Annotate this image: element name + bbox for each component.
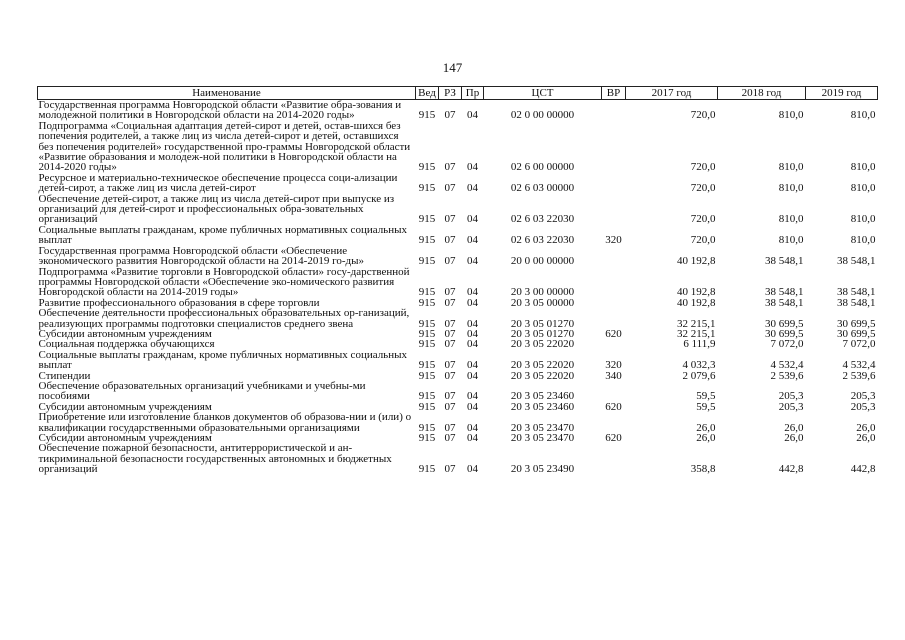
cell-name: Ресурсное и материально-техническое обеспечение процесса соци-ализации детей-сирот, а также лиц из числа детей-сирот — [38, 171, 398, 195]
table-row — [38, 267, 878, 298]
cell-vr — [602, 246, 626, 267]
header-vr: ВР — [602, 87, 626, 100]
cell-2017: 4 032,3 — [682, 359, 716, 372]
header-cst: ЦСТ — [484, 87, 602, 100]
cell-rz: 07 — [444, 463, 456, 476]
cell-ved: 915 — [418, 400, 436, 413]
cell-2018: 30 699,5 — [765, 327, 804, 340]
cell-vr: 620 — [605, 432, 622, 444]
table-row — [38, 246, 878, 267]
cell-2017: 32 215,1 — [677, 327, 716, 340]
cell-name: Подпрограмма «Развитие торговли в Новгородской области» госу-дарственной программы Новгородской области «Обеспечение эко-номического развития Новгородской области на 2014-2019 годы» — [38, 265, 410, 299]
cell-cst: 20 0 00 00000 — [510, 255, 575, 268]
cell-ved: 915 — [418, 421, 436, 434]
cell-name: Приобретение или изготовление бланков документов об образова-нии и (или) о квалификации государственными образовательными организациями — [38, 411, 412, 434]
cell-vr: 320 — [605, 359, 622, 372]
cell-name: Социальные выплаты гражданам, кроме публичных нормативных социальных выплат — [38, 348, 407, 372]
cell-2018: 38 548,1 — [765, 286, 804, 299]
cell-pr: 04 — [467, 296, 478, 309]
header-ved: Вед — [416, 87, 439, 100]
cell-2018: 38 548,1 — [765, 296, 804, 309]
cell-ved: 915 — [418, 109, 436, 122]
cell-ved: 915 — [418, 182, 436, 195]
cell-pr: 04 — [467, 286, 478, 299]
cell-cst: 20 3 05 23460 — [510, 400, 575, 413]
cell-vr — [602, 443, 626, 474]
cell-2017: 32 215,1 — [677, 317, 716, 330]
cell-rz: 07 — [444, 109, 456, 122]
cell-name: Субсидии автономным учреждениям — [38, 432, 212, 444]
cell-pr: 04 — [467, 182, 478, 195]
cell-pr: 04 — [467, 213, 478, 226]
cell-cst: 02 6 00 00000 — [510, 161, 575, 174]
cell-2017: 59,5 — [696, 390, 716, 403]
table-header-row — [38, 87, 878, 100]
cell-pr: 04 — [467, 432, 478, 444]
cell-cst: 02 6 03 00000 — [510, 182, 575, 195]
cell-ved: 915 — [418, 296, 436, 309]
cell-2018: 810,0 — [778, 109, 804, 122]
cell-2018: 7 072,0 — [770, 338, 804, 351]
cell-ved: 915 — [418, 234, 436, 247]
table-row — [38, 173, 878, 194]
cell-2018: 810,0 — [778, 161, 804, 174]
cell-vr: 620 — [605, 400, 622, 413]
cell-2019: 26,0 — [856, 432, 876, 444]
cell-2018: 205,3 — [778, 400, 804, 413]
header-2017: 2017 год — [626, 87, 718, 100]
cell-name: Обеспечение образовательных организаций учебниками и учебны-ми пособиями — [38, 379, 366, 403]
header-name: Наименование — [38, 87, 416, 100]
table-row — [38, 381, 878, 402]
cell-2019: 810,0 — [850, 213, 876, 226]
cell-pr: 04 — [467, 421, 478, 434]
cell-2018: 30 699,5 — [765, 317, 804, 330]
cell-name: Обеспечение детей-сирот, а также лиц из числа детей-сирот при выпуске из организаций для детей-сирот и профессиональных обра-зовательных организаций — [38, 192, 395, 226]
cell-cst: 02 0 00 00000 — [510, 109, 575, 122]
cell-cst: 20 3 05 23470 — [510, 432, 575, 444]
cell-vr — [602, 194, 626, 225]
cell-name: Подпрограмма «Социальная адаптация детей-сирот и детей, остав-шихся без попечения родителей, а также лиц из числа детей-сирот и детей, оставшихся без попечения родителей» государственной про-граммы Новгородской области «Развитие образования и молодеж-ной политики в Новгородской области на 2014-2020 годы» — [38, 119, 411, 174]
cell-2017: 40 192,8 — [677, 286, 716, 299]
cell-cst: 02 6 03 22030 — [510, 213, 575, 226]
cell-vr — [602, 267, 626, 298]
cell-2019: 38 548,1 — [837, 286, 876, 299]
header-pr: Пр — [462, 87, 484, 100]
cell-pr: 04 — [467, 109, 478, 122]
cell-vr: 320 — [605, 234, 622, 247]
cell-name: Субсидии автономным учреждениям — [38, 327, 212, 340]
cell-2019: 38 548,1 — [837, 255, 876, 268]
cell-ved: 915 — [418, 338, 436, 351]
cell-2017: 720,0 — [690, 182, 716, 195]
cell-2017: 40 192,8 — [677, 296, 716, 309]
cell-2018: 4 532,4 — [770, 359, 804, 372]
cell-rz: 07 — [444, 255, 456, 268]
budget-table — [37, 86, 878, 475]
cell-vr — [602, 381, 626, 402]
cell-2019: 30 699,5 — [837, 317, 876, 330]
cell-rz: 07 — [444, 296, 456, 309]
cell-2018: 810,0 — [778, 213, 804, 226]
cell-2017: 40 192,8 — [677, 255, 716, 268]
cell-ved: 915 — [418, 317, 436, 330]
cell-ved: 915 — [418, 390, 436, 403]
cell-pr: 04 — [467, 400, 478, 413]
cell-pr: 04 — [467, 161, 478, 174]
cell-vr — [602, 412, 626, 433]
cell-pr: 04 — [467, 390, 478, 403]
cell-cst: 20 3 05 23470 — [510, 421, 575, 434]
cell-rz: 07 — [444, 182, 456, 195]
cell-cst: 20 3 05 22020 — [510, 338, 575, 351]
table-row — [38, 121, 878, 173]
table-row — [38, 194, 878, 225]
cell-2019: 810,0 — [850, 182, 876, 195]
cell-2019: 810,0 — [850, 234, 876, 247]
cell-ved: 915 — [418, 369, 436, 382]
cell-cst: 20 3 00 00000 — [510, 286, 575, 299]
cell-2019: 2 539,6 — [842, 369, 876, 382]
cell-vr — [602, 308, 626, 329]
cell-name: Социальные выплаты гражданам, кроме публичных нормативных социальных выплат — [38, 223, 407, 247]
table-row — [38, 350, 878, 371]
cell-vr — [602, 121, 626, 173]
cell-2019: 4 532,4 — [842, 359, 876, 372]
cell-rz: 07 — [444, 359, 456, 372]
cell-rz: 07 — [444, 400, 456, 413]
cell-pr: 04 — [467, 317, 478, 330]
cell-name: Обеспечение пожарной безопасности, антитеррористической и ан-тикриминальной безопасности государственных автономных и бюджетных организаций — [38, 442, 392, 476]
cell-2018: 2 539,6 — [770, 369, 804, 382]
cell-2019: 205,3 — [850, 390, 876, 403]
cell-2017: 6 111,9 — [683, 338, 716, 351]
cell-ved: 915 — [418, 161, 436, 174]
cell-2018: 810,0 — [778, 234, 804, 247]
cell-ved: 915 — [418, 327, 436, 340]
cell-rz: 07 — [444, 213, 456, 226]
cell-rz: 07 — [444, 327, 456, 340]
table-row — [38, 412, 878, 433]
cell-2017: 26,0 — [696, 432, 716, 444]
cell-vr — [602, 100, 626, 121]
cell-pr: 04 — [467, 255, 478, 268]
cell-ved: 915 — [418, 286, 436, 299]
table-row — [38, 308, 878, 329]
cell-rz: 07 — [444, 390, 456, 403]
cell-rz: 07 — [444, 369, 456, 382]
cell-vr — [602, 339, 626, 349]
cell-rz: 07 — [444, 421, 456, 434]
cell-2017: 720,0 — [690, 109, 716, 122]
cell-2018: 38 548,1 — [765, 255, 804, 268]
cell-2017: 26,0 — [696, 421, 716, 434]
cell-2017: 720,0 — [690, 213, 716, 226]
cell-name: Государственная программа Новгородской области «Обеспечение экономического развития Новгородской области на 2014-2019 го-ды» — [38, 244, 364, 268]
cell-cst: 20 3 05 22020 — [510, 369, 575, 382]
cell-2019: 7 072,0 — [842, 338, 876, 351]
cell-2018: 205,3 — [778, 390, 804, 403]
cell-name: Субсидии автономным учреждениям — [38, 400, 212, 413]
cell-2017: 720,0 — [690, 234, 716, 247]
cell-ved: 915 — [418, 463, 436, 476]
cell-2019: 26,0 — [856, 421, 876, 434]
cell-name: Государственная программа Новгородской области «Развитие обра-зования и молодежной политики в Новгородской области на 2014-2020 годы» — [38, 99, 402, 122]
cell-vr — [602, 298, 626, 308]
cell-cst: 02 6 03 22030 — [510, 234, 575, 247]
cell-pr: 04 — [467, 327, 478, 340]
header-rz: РЗ — [439, 87, 462, 100]
table-row — [38, 443, 878, 474]
cell-name: Развитие профессионального образования в сфере торговли — [38, 296, 320, 309]
cell-rz: 07 — [444, 432, 456, 444]
cell-2019: 810,0 — [850, 109, 876, 122]
cell-cst: 20 3 05 01270 — [510, 317, 575, 330]
cell-2019: 205,3 — [850, 400, 876, 413]
cell-2019: 30 699,5 — [837, 327, 876, 340]
cell-cst: 20 3 05 23490 — [510, 463, 575, 476]
cell-rz: 07 — [444, 234, 456, 247]
cell-name: Обеспечение деятельности профессиональных образовательных ор-ганизаций, реализующих программы подготовки специалистов среднего звена — [38, 307, 410, 330]
cell-name: Стипендии — [38, 369, 91, 382]
cell-pr: 04 — [467, 359, 478, 372]
cell-2018: 26,0 — [784, 421, 804, 434]
cell-pr: 04 — [467, 234, 478, 247]
cell-vr: 620 — [605, 327, 622, 340]
cell-2019: 38 548,1 — [837, 296, 876, 309]
header-2019: 2019 год — [806, 87, 878, 100]
cell-2019: 442,8 — [850, 463, 876, 476]
cell-pr: 04 — [467, 463, 478, 476]
cell-cst: 20 3 05 23460 — [510, 390, 575, 403]
cell-2019: 810,0 — [850, 161, 876, 174]
cell-ved: 915 — [418, 255, 436, 268]
cell-2017: 59,5 — [696, 400, 716, 413]
cell-rz: 07 — [444, 161, 456, 174]
cell-cst: 20 3 05 01270 — [510, 327, 575, 340]
cell-rz: 07 — [444, 286, 456, 299]
cell-vr: 340 — [605, 369, 622, 382]
cell-cst: 20 3 05 22020 — [510, 359, 575, 372]
table-row — [38, 225, 878, 246]
cell-rz: 07 — [444, 317, 456, 330]
cell-name: Социальная поддержка обучающихся — [38, 338, 215, 351]
cell-vr — [602, 173, 626, 194]
cell-rz: 07 — [444, 338, 456, 351]
cell-2018: 442,8 — [778, 463, 804, 476]
table-body — [38, 100, 878, 475]
cell-ved: 915 — [418, 359, 436, 372]
cell-ved: 915 — [418, 432, 436, 444]
table-row — [38, 100, 878, 121]
cell-2018: 810,0 — [778, 182, 804, 195]
cell-2017: 358,8 — [690, 463, 716, 476]
cell-2018: 26,0 — [784, 432, 804, 444]
header-2018: 2018 год — [718, 87, 806, 100]
cell-cst: 20 3 05 00000 — [510, 296, 575, 309]
cell-pr: 04 — [467, 338, 478, 351]
cell-ved: 915 — [418, 213, 436, 226]
page-number: 147 — [442, 60, 463, 75]
cell-2017: 2 079,6 — [682, 369, 716, 382]
cell-2017: 720,0 — [690, 161, 716, 174]
cell-pr: 04 — [467, 369, 478, 382]
